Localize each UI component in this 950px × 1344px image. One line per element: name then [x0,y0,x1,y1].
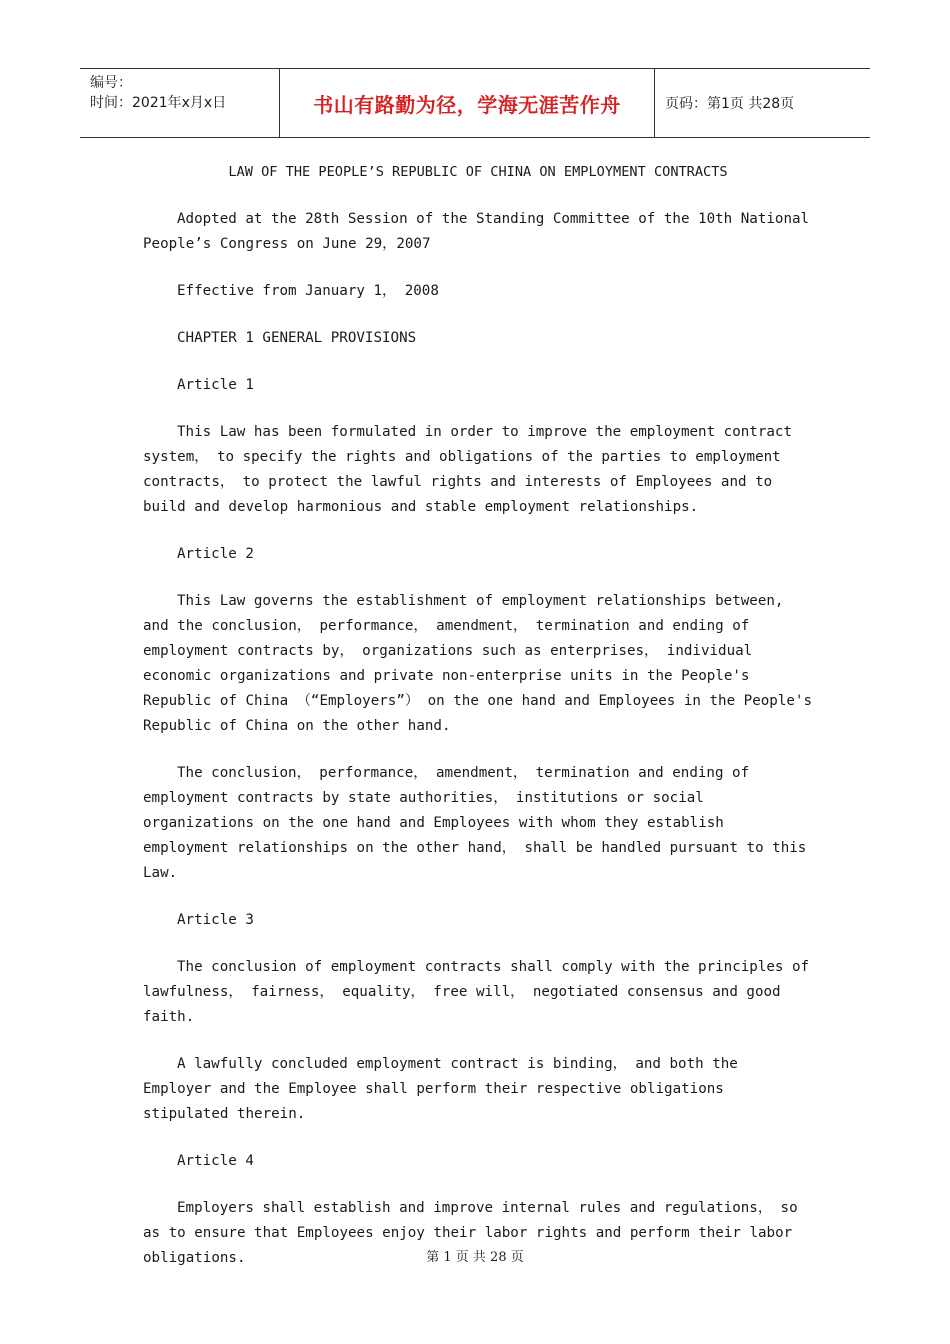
article-paragraph: The conclusion of employment contracts shall comply with the principles of lawfulness， fairness， equality， free will， negotiated consensus and good faith. [143,959,818,1025]
page-footer: 第 1 页 共 28 页 [426,1250,524,1265]
paragraph-adopted: Adopted at the 28th Session of the Standing Committee of the 10th National People’s Congress on June 29，2007 [143,211,818,252]
article-heading: Article 3 [177,912,254,928]
article-paragraph: The conclusion， performance， amendment， termination and ending of employment contracts by state authorities， institutions or social organizations on the one hand and Employees with whom they establish employment relationships on the other hand， shall be handled pursuant to this Law. [143,765,815,881]
document-body [143,160,821,1293]
chapter-heading: CHAPTER 1 GENERAL PROVISIONS [177,330,417,346]
document-title: LAW OF THE PEOPLE’S REPUBLIC OF CHINA ON EMPLOYMENT CONTRACTS [228,164,728,180]
header-page-info: 页码：第1页 共28页 [665,96,795,112]
header-motto: 书山有路勤为径，学海无涯苦作舟 [280,69,655,137]
article-paragraph: Employers shall establish and improve internal rules and regulations， so as to ensure that Employees enjoy their labor rights and perform their labor obligations. [143,1200,807,1266]
time-label: 时间：2021年x月x日 [90,95,227,111]
serial-number-label: 编号： [90,75,132,91]
article-heading: Article 1 [177,377,254,393]
article-paragraph: This Law governs the establishment of employment relationships between, and the conclusion， performance， amendment， termination and ending of employment contracts by， organizations such as enterprises， individual economic organizations and private non-enterprise units in the People's Republic of China （“Employers”） on the one hand and Employees in the People's Republic of China on the other hand. [143,593,821,734]
article-heading: Article 2 [177,546,254,562]
header-meta [80,69,280,137]
article-heading: Article 4 [177,1153,254,1169]
document-header [80,68,870,138]
paragraph-effective: Effective from January 1， 2008 [177,283,439,299]
article-paragraph: This Law has been formulated in order to improve the employment contract system， to specify the rights and obligations of the parties to employment contracts， to protect the lawful rights and interests of Employees and to build and develop harmonious and stable employment relationships. [143,424,801,515]
article-paragraph: A lawfully concluded employment contract is binding， and both the Employer and the Employee shall perform their respective obligations stipulated therein. [143,1056,747,1122]
